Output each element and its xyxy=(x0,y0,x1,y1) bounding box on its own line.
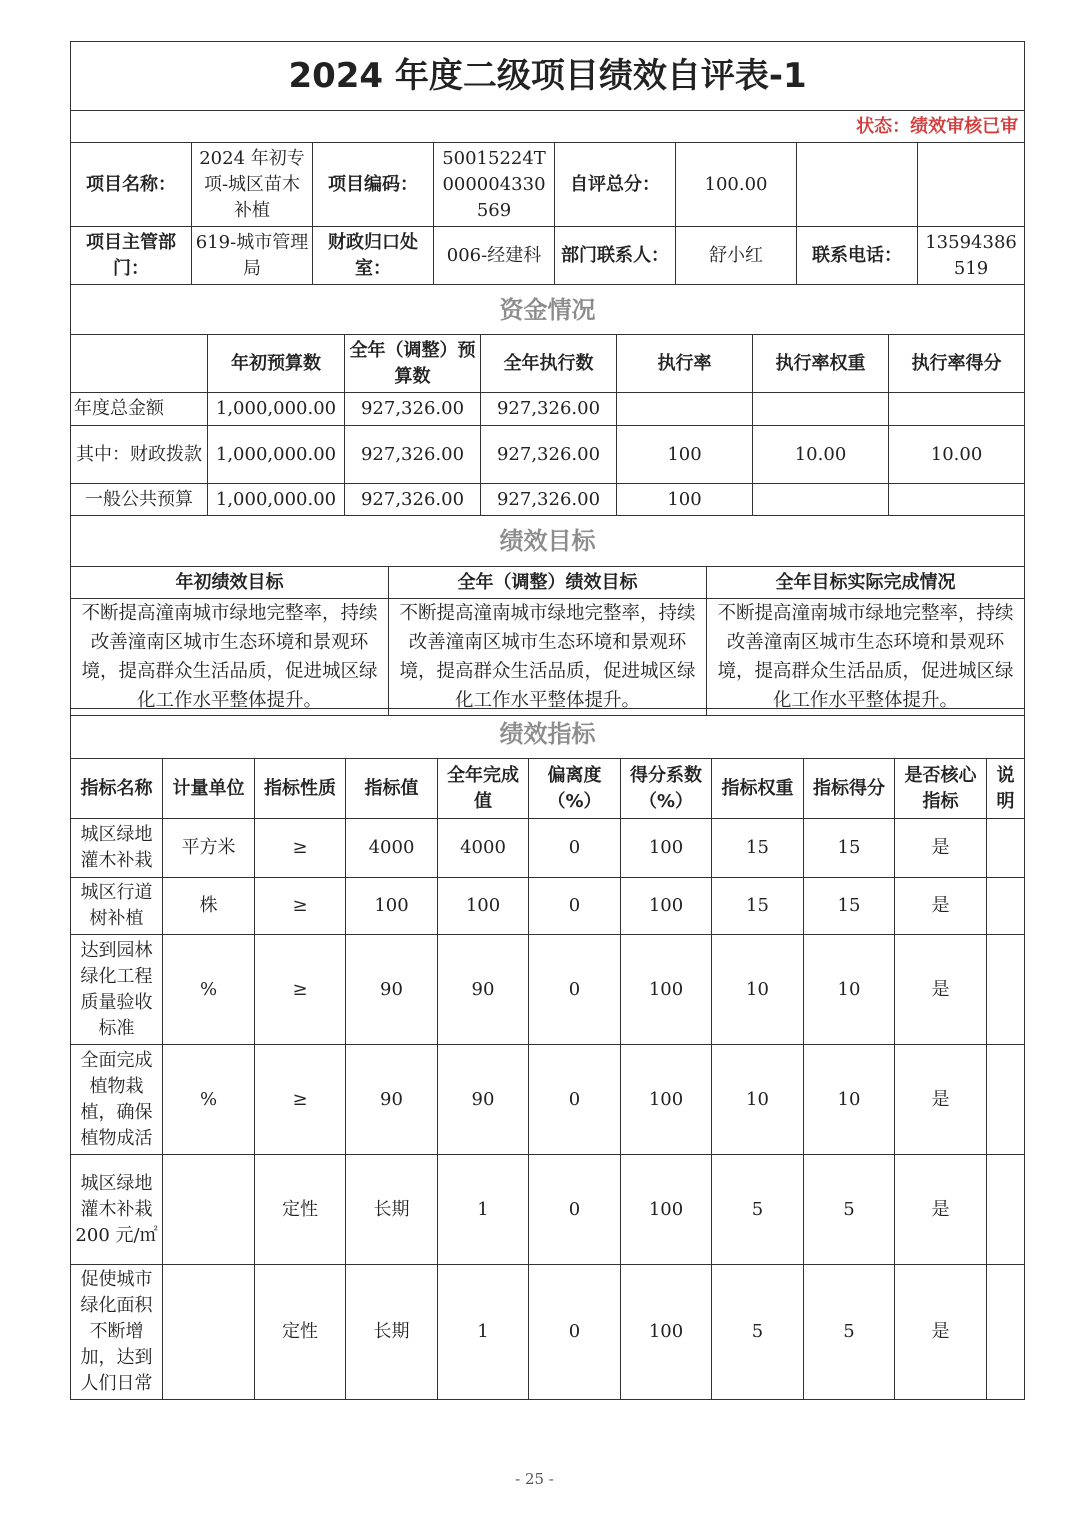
funds-cell: 927,326.00 xyxy=(481,426,617,484)
finance-label: 财政归口处室： xyxy=(313,227,434,285)
funds-cell xyxy=(753,484,889,516)
indicator-cell: 5 xyxy=(804,1265,895,1400)
dept-value: 619-城市管理局 xyxy=(192,227,313,285)
funds-cell: 10.00 xyxy=(889,426,1025,484)
indicator-cell: 5 xyxy=(712,1155,804,1265)
indicators-header: 指标权重 xyxy=(712,759,804,819)
indicator-cell: 定性 xyxy=(255,1265,346,1400)
table-row xyxy=(71,393,1025,426)
indicator-cell: 15 xyxy=(712,878,804,935)
indicators-header: 指标性质 xyxy=(255,759,346,819)
indicator-cell: 是 xyxy=(895,1265,987,1400)
page-title: 2024 年度二级项目绩效自评表-1 xyxy=(71,42,1025,111)
indicator-cell: 100 xyxy=(621,1265,712,1400)
table-row xyxy=(71,484,1025,516)
indicator-cell: 90 xyxy=(346,1045,438,1155)
project-name-label: 项目名称： xyxy=(71,143,192,227)
indicator-cell: 5 xyxy=(804,1155,895,1265)
indicator-cell: 0 xyxy=(529,819,621,878)
indicator-cell: 100 xyxy=(346,878,438,935)
indicator-cell: ≥ xyxy=(255,1045,346,1155)
indicator-cell xyxy=(987,1045,1025,1155)
indicator-cell: 长期 xyxy=(346,1265,438,1400)
empty-cell xyxy=(797,143,918,227)
indicator-cell: 5 xyxy=(712,1265,804,1400)
indicator-cell xyxy=(163,1155,255,1265)
adjusted-goal-text: 不断提高潼南城市绿地完整率，持续改善潼南区城市生态环境和景观环境，提高群众生活品质，促进城区绿化工作水平整体提升。 xyxy=(389,599,707,716)
indicator-cell: 100 xyxy=(621,1155,712,1265)
indicators-header: 偏离度（%） xyxy=(529,759,621,819)
phone-value: 13594386519 xyxy=(918,227,1025,285)
indicators-header: 全年完成值 xyxy=(438,759,529,819)
table-row xyxy=(71,878,1025,935)
indicator-cell: 90 xyxy=(438,935,529,1045)
contact-value: 舒小红 xyxy=(676,227,797,285)
funds-cell xyxy=(889,484,1025,516)
table-row xyxy=(71,1045,1025,1155)
empty-cell xyxy=(918,143,1025,227)
indicator-cell: 15 xyxy=(804,878,895,935)
indicators-header: 指标得分 xyxy=(804,759,895,819)
indicator-cell: 100 xyxy=(621,878,712,935)
indicator-cell: % xyxy=(163,935,255,1045)
indicator-cell: 10 xyxy=(804,935,895,1045)
indicator-cell: 90 xyxy=(438,1045,529,1155)
indicator-cell: 是 xyxy=(895,878,987,935)
funds-cell xyxy=(889,393,1025,426)
indicator-cell: 100 xyxy=(621,1045,712,1155)
indicator-cell xyxy=(163,1265,255,1400)
indicator-cell: 是 xyxy=(895,935,987,1045)
indicator-cell: 定性 xyxy=(255,1155,346,1265)
indicator-cell: 100 xyxy=(621,935,712,1045)
page-number: - 25 - xyxy=(515,1470,554,1488)
funds-cell xyxy=(617,393,753,426)
indicator-cell: % xyxy=(163,1045,255,1155)
table-row xyxy=(71,1155,1025,1265)
funds-cell: 年度总金额 xyxy=(71,393,208,426)
indicators-header: 指标值 xyxy=(346,759,438,819)
indicators-header: 指标名称 xyxy=(71,759,163,819)
self-score-label: 自评总分： xyxy=(555,143,676,227)
funds-cell: 927,326.00 xyxy=(345,484,481,516)
indicator-cell: 0 xyxy=(529,1155,621,1265)
project-code-value: 50015224T000004330569 xyxy=(434,143,555,227)
funds-header: 全年（调整）预算数 xyxy=(345,335,481,393)
indicator-cell: 是 xyxy=(895,1045,987,1155)
indicator-cell: 15 xyxy=(712,819,804,878)
indicator-cell xyxy=(987,1265,1025,1400)
indicator-cell: 全面完成植物栽植，确保植物成活 xyxy=(71,1045,163,1155)
actual-completion-text: 不断提高潼南城市绿地完整率，持续改善潼南区城市生态环境和景观环境，提高群众生活品质，促进城区绿化工作水平整体提升。 xyxy=(707,599,1025,716)
indicator-cell: 城区绿地灌木补栽 200 元/㎡ xyxy=(71,1155,163,1265)
goals-header: 年初绩效目标 xyxy=(71,567,389,599)
funds-cell: 其中：财政拨款 xyxy=(71,426,208,484)
funds-cell: 100 xyxy=(617,484,753,516)
indicator-cell: 10 xyxy=(712,1045,804,1155)
funds-cell: 927,326.00 xyxy=(345,393,481,426)
funds-cell: 1,000,000.00 xyxy=(208,393,345,426)
table-row xyxy=(71,935,1025,1045)
indicators-header: 说明 xyxy=(987,759,1025,819)
funds-header: 执行率权重 xyxy=(753,335,889,393)
self-score-value: 100.00 xyxy=(676,143,797,227)
project-name-value: 2024 年初专项-城区苗木补植 xyxy=(192,143,313,227)
funds-section-title: 资金情况 xyxy=(71,285,1025,335)
indicator-cell: 100 xyxy=(621,819,712,878)
funds-cell: 一般公共预算 xyxy=(71,484,208,516)
table-row xyxy=(71,819,1025,878)
indicator-cell: 4000 xyxy=(438,819,529,878)
indicator-cell: 4000 xyxy=(346,819,438,878)
indicators-header: 计量单位 xyxy=(163,759,255,819)
initial-goal-text: 不断提高潼南城市绿地完整率，持续改善潼南区城市生态环境和景观环境，提高群众生活品质，促进城区绿化工作水平整体提升。 xyxy=(71,599,389,716)
indicator-cell: 城区绿地灌木补栽 xyxy=(71,819,163,878)
indicator-cell: 10 xyxy=(712,935,804,1045)
indicator-cell: 0 xyxy=(529,1265,621,1400)
indicator-cell: 城区行道树补植 xyxy=(71,878,163,935)
funds-header: 全年执行数 xyxy=(481,335,617,393)
table-row xyxy=(71,1265,1025,1400)
indicators-section-title: 绩效指标 xyxy=(71,709,1025,759)
funds-header: 执行率得分 xyxy=(889,335,1025,393)
goals-header: 全年（调整）绩效目标 xyxy=(389,567,707,599)
funds-cell xyxy=(753,393,889,426)
funds-header: 执行率 xyxy=(617,335,753,393)
funds-cell: 1,000,000.00 xyxy=(208,484,345,516)
table-row xyxy=(71,426,1025,484)
funds-cell: 927,326.00 xyxy=(481,393,617,426)
funds-cell: 100 xyxy=(617,426,753,484)
indicator-cell: 平方米 xyxy=(163,819,255,878)
funds-table xyxy=(70,284,1025,516)
funds-header xyxy=(71,335,208,393)
indicator-cell xyxy=(987,935,1025,1045)
indicator-cell: 株 xyxy=(163,878,255,935)
phone-label: 联系电话： xyxy=(797,227,918,285)
indicator-cell: 1 xyxy=(438,1265,529,1400)
indicator-cell: 0 xyxy=(529,878,621,935)
indicator-cell: 90 xyxy=(346,935,438,1045)
funds-header: 年初预算数 xyxy=(208,335,345,393)
funds-cell: 1,000,000.00 xyxy=(208,426,345,484)
indicator-cell: 15 xyxy=(804,819,895,878)
indicator-cell: 0 xyxy=(529,1045,621,1155)
indicator-cell: 1 xyxy=(438,1155,529,1265)
funds-cell: 10.00 xyxy=(753,426,889,484)
indicator-cell: ≥ xyxy=(255,935,346,1045)
indicator-cell xyxy=(987,1155,1025,1265)
indicators-header: 得分系数（%） xyxy=(621,759,712,819)
funds-cell: 927,326.00 xyxy=(345,426,481,484)
indicator-cell: 是 xyxy=(895,819,987,878)
indicator-cell: 是 xyxy=(895,1155,987,1265)
indicator-cell: 长期 xyxy=(346,1155,438,1265)
indicator-cell: 促使城市绿化面积不断增加，达到人们日常 xyxy=(71,1265,163,1400)
header-table xyxy=(70,41,1025,285)
goals-header: 全年目标实际完成情况 xyxy=(707,567,1025,599)
indicator-cell xyxy=(987,819,1025,878)
indicators-header: 是否核心指标 xyxy=(895,759,987,819)
finance-value: 006-经建科 xyxy=(434,227,555,285)
project-code-label: 项目编码： xyxy=(313,143,434,227)
dept-label: 项目主管部门： xyxy=(71,227,192,285)
indicator-cell xyxy=(987,878,1025,935)
contact-label: 部门联系人： xyxy=(555,227,676,285)
indicator-cell: 10 xyxy=(804,1045,895,1155)
indicator-cell: ≥ xyxy=(255,819,346,878)
status-badge: 状态：绩效审核已审 xyxy=(71,111,1025,143)
goals-section-title: 绩效目标 xyxy=(71,516,1025,567)
goals-table xyxy=(70,515,1025,716)
indicator-cell: 达到园林绿化工程质量验收标准 xyxy=(71,935,163,1045)
indicator-cell: 0 xyxy=(529,935,621,1045)
indicators-table xyxy=(70,708,1025,1400)
funds-cell: 927,326.00 xyxy=(481,484,617,516)
indicator-cell: 100 xyxy=(438,878,529,935)
indicator-cell: ≥ xyxy=(255,878,346,935)
